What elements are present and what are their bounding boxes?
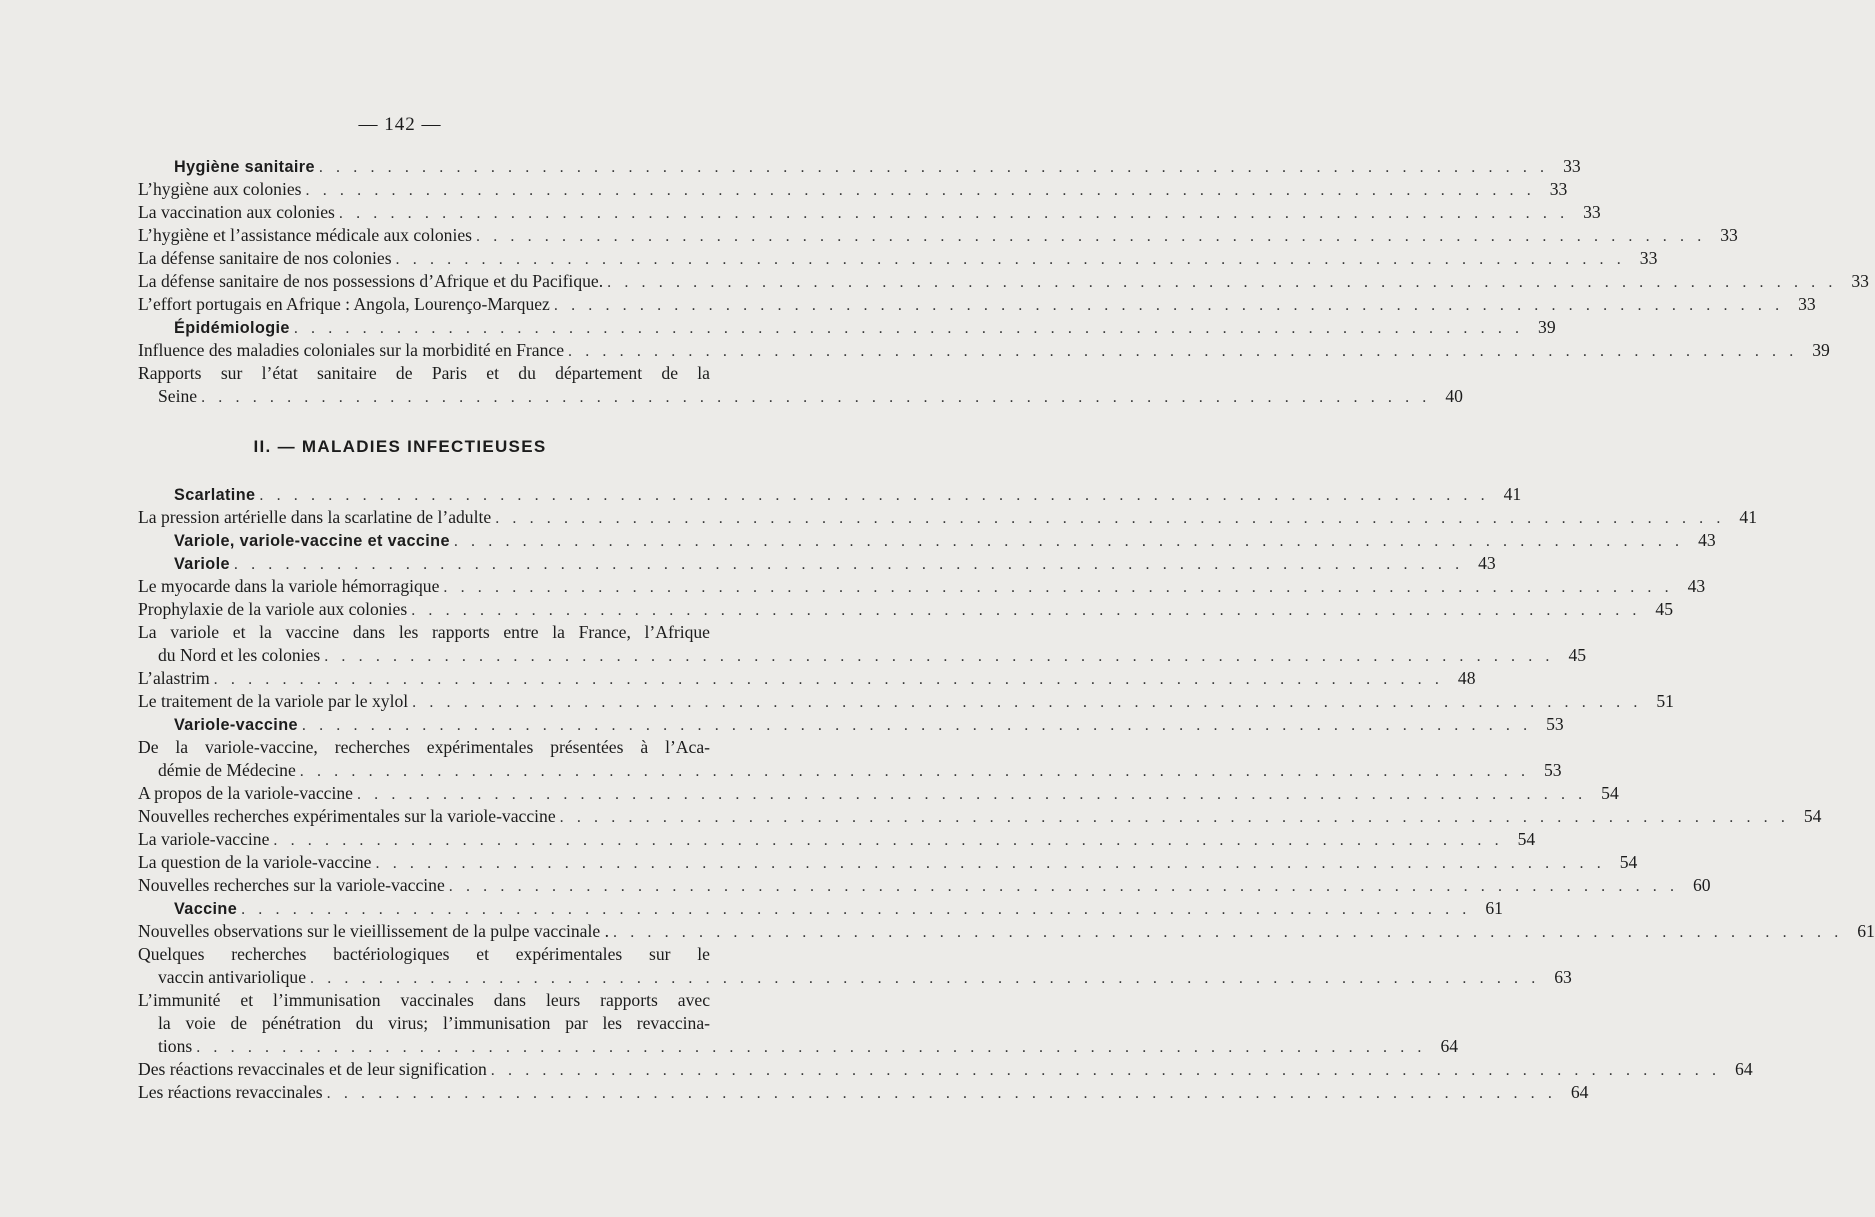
toc-page-number: 33	[1563, 156, 1581, 176]
toc-entry-title: démie de Médecine	[158, 760, 296, 780]
toc-heading	[138, 483, 1522, 506]
dot-leader: . . . . . . . . . . . . . . . . . . . . . . . . . . . . . . . . . . . . . . . . . . . . . . . . . . . . . . . . . . . . . . . . . . . . . . . .	[613, 924, 1843, 941]
dot-leader: . . . . . . . . . . . . . . . . . . . . . . . . . . . . . . . . . . . . . . . . . . . . . . . . . . . . . . . . . . . . . . . . . . . . . . . .	[273, 832, 1504, 849]
dot-leader: . . . . . . . . . . . . . . . . . . . . . . . . . . . . . . . . . . . . . . . . . . . . . . . . . . . . . . . . . . . . . . . . . . . . . . . .	[495, 510, 1725, 527]
dot-leader: . . . . . . . . . . . . . . . . . . . . . . . . . . . . . . . . . . . . . . . . . . . . . . . . . . . . . . . . . . . . . . . . . . . . . . . .	[553, 297, 1784, 314]
toc-page-number: 33	[1798, 294, 1816, 314]
toc-entry	[138, 1081, 1589, 1104]
toc-page-number: 53	[1543, 760, 1562, 780]
section-heading: II. — MALADIES INFECTIEUSES	[253, 437, 547, 456]
toc-entry-title: L’alastrim	[138, 668, 210, 688]
toc-entry-title: du Nord et les colonies	[158, 645, 321, 665]
toc-entry-title: Hygiène sanitaire	[174, 158, 315, 176]
toc-page-number: 54	[1601, 783, 1619, 803]
toc-page-number: 64	[1570, 1082, 1589, 1102]
toc-entry-title: Nouvelles recherches sur la variole-vaccine	[138, 875, 445, 895]
dot-leader: . . . . . . . . . . . . . . . . . . . . . . . . . . . . . . . . . . . . . . . . . . . . . . . . . . . . . . . . . . . . . . . . . . . . . . . .	[607, 274, 1837, 291]
toc-entry	[138, 874, 1711, 897]
toc-entry-title: Nouvelles observations sur le vieillissement de la pulpe vaccinale .	[138, 921, 609, 941]
toc-entry	[138, 851, 1638, 874]
toc-heading	[138, 897, 1503, 920]
toc-page-number: 54	[1803, 806, 1822, 826]
toc-entry	[138, 293, 1816, 316]
toc-entry-title: La défense sanitaire de nos possessions d’Afrique et du Pacifique.	[138, 271, 604, 291]
dot-leader: . . . . . . . . . . . . . . . . . . . . . . . . . . . . . . . . . . . . . . . . . . . . . . . . . . . . . . . . . . . . . . . . . . . . . . . .	[201, 389, 1431, 406]
toc-entry	[138, 247, 1658, 270]
dot-leader: . . . . . . . . . . . . . . . . . . . . . . . . . . . . . . . . . . . . . . . . . . . . . . . . . . . . . . . . . . . . . . . . . . . . . . . .	[568, 343, 1798, 360]
dot-leader: . . . . . . . . . . . . . . . . . . . . . . . . . . . . . . . . . . . . . . . . . . . . . . . . . . . . . . . . . . . . . . . . . . . . . . . .	[213, 671, 1444, 688]
toc-page-number: 51	[1656, 691, 1674, 711]
toc-entry	[138, 828, 1536, 851]
toc-entry-title: Vaccine	[174, 900, 238, 918]
dot-leader: . . . . . . . . . . . . . . . . . . . . . . . . . . . . . . . . . . . . . . . . . . . . . . . . . . . . . . . . . . . . . . . . . . . . . . . .	[299, 763, 1530, 780]
dot-leader: . . . . . . . . . . . . . . . . . . . . . . . . . . . . . . . . . . . . . . . . . . . . . . . . . . . . . . . . . . . . . . . . . . . . . . . .	[318, 159, 1549, 176]
toc-entry-title-line: L’immunité et l’immunisation vaccinales dans leurs rapports avec	[138, 990, 710, 1010]
dot-leader: . . . . . . . . . . . . . . . . . . . . . . . . . . . . . . . . . . . . . . . . . . . . . . . . . . . . . . . . . . . . . . . . . . . . . . . .	[356, 786, 1587, 803]
dot-leader: . . . . . . . . . . . . . . . . . . . . . . . . . . . . . . . . . . . . . . . . . . . . . . . . . . . . . . . . . . . . . . . . . . . . . . . .	[241, 901, 1471, 918]
dot-leader: . . . . . . . . . . . . . . . . . . . . . . . . . . . . . . . . . . . . . . . . . . . . . . . . . . . . . . . . . . . . . . . . . . . . . . . .	[305, 182, 1536, 199]
toc-entry-title: L’hygiène aux colonies	[138, 179, 302, 199]
toc-page-number: 64	[1440, 1036, 1459, 1056]
toc-entry	[138, 736, 1562, 782]
dot-leader: . . . . . . . . . . . . . . . . . . . . . . . . . . . . . . . . . . . . . . . . . . . . . . . . . . . . . . . . . . . . . . . . . . . . . . . .	[293, 320, 1524, 337]
toc-page-number: 43	[1478, 553, 1496, 573]
toc-page-number: 39	[1538, 317, 1556, 337]
toc-entry-title: Le traitement de la variole par le xylol	[138, 691, 409, 711]
toc-entry	[138, 201, 1601, 224]
toc-page-number: 45	[1655, 599, 1674, 619]
toc-page-number: 61	[1485, 898, 1503, 918]
dot-leader: . . . . . . . . . . . . . . . . . . . . . . . . . . . . . . . . . . . . . . . . . . . . . . . . . . . . . . . . . . . . . . . . . . . . . . . .	[338, 205, 1569, 222]
toc-page-number: 33	[1851, 271, 1869, 291]
toc-entry	[138, 506, 1757, 529]
toc-entry-title: La variole-vaccine	[138, 829, 270, 849]
toc-entry-title-line: la voie de pénétration du virus; l’immunisation par les revaccina-	[158, 1013, 710, 1033]
toc-entry	[138, 989, 1459, 1058]
toc-page-number: 63	[1554, 967, 1572, 987]
toc-entry-title: La défense sanitaire de nos colonies	[138, 248, 392, 268]
toc-entry-title: vaccin antivariolique	[158, 967, 307, 987]
toc-entry	[138, 598, 1674, 621]
toc-heading	[138, 529, 1716, 552]
dot-leader: . . . . . . . . . . . . . . . . . . . . . . . . . . . . . . . . . . . . . . . . . . . . . . . . . . . . . . . . . . . . . . . . . . . . . . . .	[559, 809, 1790, 826]
toc-heading	[138, 316, 1556, 339]
dot-leader: . . . . . . . . . . . . . . . . . . . . . . . . . . . . . . . . . . . . . . . . . . . . . . . . . . . . . . . . . . . . . . . . . . . . . . . .	[301, 717, 1532, 734]
toc-entry-title: La vaccination aux colonies	[138, 202, 335, 222]
toc-entry	[138, 667, 1476, 690]
toc-entry	[138, 178, 1568, 201]
toc-heading	[138, 713, 1564, 736]
dot-leader: . . . . . . . . . . . . . . . . . . . . . . . . . . . . . . . . . . . . . . . . . . . . . . . . . . . . . . . . . . . . . . . . . . . . . . . .	[476, 228, 1706, 245]
toc-page-number: 39	[1812, 340, 1830, 360]
toc-entry-title: Variole-vaccine	[174, 716, 298, 734]
toc-entry-title-line: Rapports sur l’état sanitaire de Paris et du département de la	[138, 363, 710, 383]
toc-entry	[138, 943, 1572, 989]
toc-entry-title: La question de la variole-vaccine	[138, 852, 372, 872]
toc-entry-title: Les réactions revaccinales	[138, 1082, 323, 1102]
toc-entry	[138, 782, 1619, 805]
toc-entry	[138, 1058, 1753, 1081]
toc-page-number: 33	[1549, 179, 1568, 199]
toc-entry-title-line: Quelques recherches bactériologiques et expérimentales sur le	[138, 944, 710, 964]
toc-page-number: 61	[1857, 921, 1875, 941]
toc-page-number: 53	[1546, 714, 1564, 734]
toc-entry-title: tions	[158, 1036, 193, 1056]
toc-entry-title: Influence des maladies coloniales sur la morbidité en France	[138, 340, 565, 360]
dot-leader: . . . . . . . . . . . . . . . . . . . . . . . . . . . . . . . . . . . . . . . . . . . . . . . . . . . . . . . . . . . . . . . . . . . . . . . .	[395, 251, 1626, 268]
dot-leader: . . . . . . . . . . . . . . . . . . . . . . . . . . . . . . . . . . . . . . . . . . . . . . . . . . . . . . . . . . . . . . . . . . . . . . . .	[326, 1085, 1557, 1102]
dot-leader: . . . . . . . . . . . . . . . . . . . . . . . . . . . . . . . . . . . . . . . . . . . . . . . . . . . . . . . . . . . . . . . . . . . . . . . .	[443, 579, 1674, 596]
toc-page-number: 33	[1583, 202, 1601, 222]
toc-page-number: 41	[1739, 507, 1757, 527]
toc-page-number: 40	[1445, 386, 1463, 406]
toc-page-number: 45	[1568, 645, 1587, 665]
toc-entry	[138, 805, 1822, 828]
dot-leader: . . . . . . . . . . . . . . . . . . . . . . . . . . . . . . . . . . . . . . . . . . . . . . . . . . . . . . . . . . . . . . . . . . . . . . . .	[411, 602, 1642, 619]
toc-entry	[138, 362, 1463, 408]
toc-page-number: 60	[1692, 875, 1711, 895]
toc-entry-title: Variole, variole-vaccine et vaccine	[174, 532, 450, 550]
toc-entry	[138, 224, 1738, 247]
toc-page-number: 43	[1687, 576, 1706, 596]
toc-entry	[138, 339, 1830, 362]
toc-entry-title: Épidémiologie	[174, 319, 290, 337]
toc-entry-title-line: La variole et la vaccine dans les rapports entre la France, l’Afrique	[138, 622, 710, 642]
toc-heading	[138, 155, 1581, 178]
dot-leader: . . . . . . . . . . . . . . . . . . . . . . . . . . . . . . . . . . . . . . . . . . . . . . . . . . . . . . . . . . . . . . . . . . . . . . . .	[233, 556, 1464, 573]
dot-leader: . . . . . . . . . . . . . . . . . . . . . . . . . . . . . . . . . . . . . . . . . . . . . . . . . . . . . . . . . . . . . . . . . . . . . . . .	[259, 487, 1490, 504]
toc-page-number: 33	[1720, 225, 1738, 245]
toc-page-number: 43	[1698, 530, 1716, 550]
page-number: — 142 —	[358, 114, 442, 135]
toc-entry-title: Des réactions revaccinales et de leur signification	[138, 1059, 487, 1079]
toc-page-number: 54	[1619, 852, 1638, 872]
toc-entry-title: La pression artérielle dans la scarlatine de l’adulte	[138, 507, 492, 527]
dot-leader: . . . . . . . . . . . . . . . . . . . . . . . . . . . . . . . . . . . . . . . . . . . . . . . . . . . . . . . . . . . . . . . . . . . . . . . .	[196, 1039, 1427, 1056]
toc-entry-title: Le myocarde dans la variole hémorragique	[138, 576, 440, 596]
dot-leader: . . . . . . . . . . . . . . . . . . . . . . . . . . . . . . . . . . . . . . . . . . . . . . . . . . . . . . . . . . . . . . . . . . . . . . . .	[412, 694, 1642, 711]
toc-entry-title: Variole	[174, 555, 230, 573]
dot-leader: . . . . . . . . . . . . . . . . . . . . . . . . . . . . . . . . . . . . . . . . . . . . . . . . . . . . . . . . . . . . . . . . . . . . . . . .	[324, 648, 1555, 665]
toc-entry-title: L’effort portugais en Afrique : Angola, Lourenço-Marquez	[138, 294, 550, 314]
toc-entry	[138, 621, 1587, 667]
toc-page-number: 64	[1735, 1059, 1753, 1079]
toc-entry	[138, 690, 1674, 713]
toc-section-hygiene	[138, 155, 1869, 408]
toc-entry	[138, 920, 1875, 943]
dot-leader: . . . . . . . . . . . . . . . . . . . . . . . . . . . . . . . . . . . . . . . . . . . . . . . . . . . . . . . . . . . . . . . . . . . . . . . .	[375, 855, 1606, 872]
toc-entry-title: Nouvelles recherches expérimentales sur la variole-vaccine	[138, 806, 556, 826]
toc-entry-title-line: De la variole-vaccine, recherches expérimentales présentées à l’Aca-	[138, 737, 710, 757]
toc-entry-title: Scarlatine	[174, 486, 256, 504]
toc-section-infectious	[138, 483, 1875, 1104]
toc-entry-title: Prophylaxie de la variole aux colonies	[138, 599, 408, 619]
toc-page-number: 54	[1517, 829, 1536, 849]
toc-entry-title: Seine	[158, 386, 198, 406]
toc-heading	[138, 552, 1496, 575]
dot-leader: . . . . . . . . . . . . . . . . . . . . . . . . . . . . . . . . . . . . . . . . . . . . . . . . . . . . . . . . . . . . . . . . . . . . . . . .	[453, 533, 1684, 550]
toc-entry	[138, 270, 1869, 293]
toc-entry-title: A propos de la variole-vaccine	[138, 783, 353, 803]
toc-entry-title: L’hygiène et l’assistance médicale aux colonies	[138, 225, 472, 245]
toc-page-number: 48	[1457, 668, 1476, 688]
dot-leader: . . . . . . . . . . . . . . . . . . . . . . . . . . . . . . . . . . . . . . . . . . . . . . . . . . . . . . . . . . . . . . . . . . . . . . . .	[448, 878, 1679, 895]
toc-page-number: 41	[1503, 484, 1522, 504]
toc-page-number: 33	[1639, 248, 1658, 268]
dot-leader: . . . . . . . . . . . . . . . . . . . . . . . . . . . . . . . . . . . . . . . . . . . . . . . . . . . . . . . . . . . . . . . . . . . . . . . .	[490, 1062, 1721, 1079]
toc-entry	[138, 575, 1706, 598]
dot-leader: . . . . . . . . . . . . . . . . . . . . . . . . . . . . . . . . . . . . . . . . . . . . . . . . . . . . . . . . . . . . . . . . . . . . . . . .	[310, 970, 1540, 987]
